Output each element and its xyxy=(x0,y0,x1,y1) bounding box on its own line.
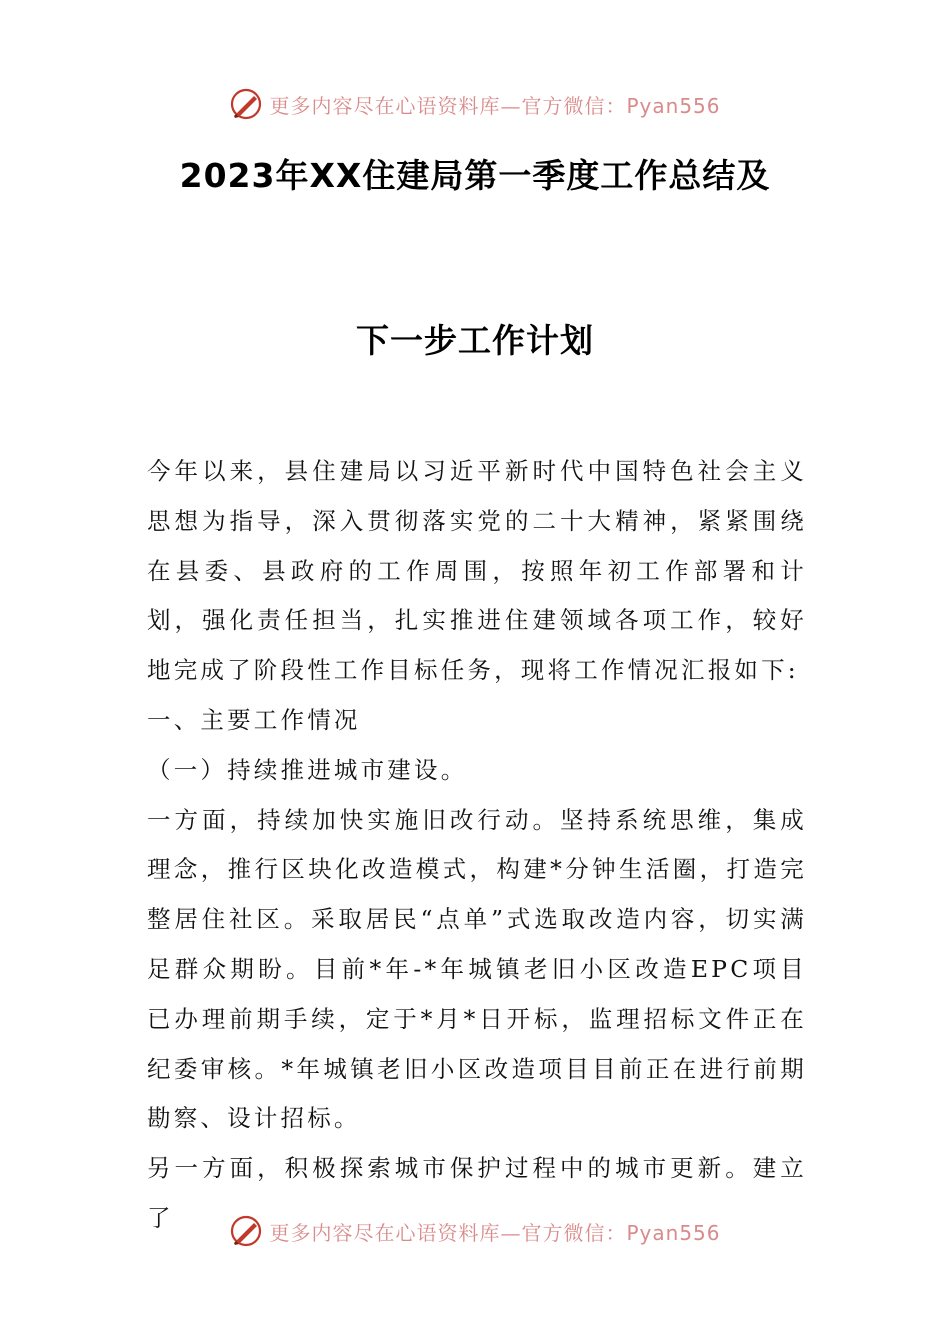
footer-watermark-banner xyxy=(0,1211,950,1251)
watermark-text: 更多内容尽在心语资料库—官方微信：Pyan556 xyxy=(269,1220,721,1245)
document-title-line-1: 2023年XX住建局第一季度工作总结及 xyxy=(179,156,771,195)
header-watermark-banner xyxy=(0,84,950,124)
intro-paragraph: 今年以来，县住建局以习近平新时代中国特色社会主义思想为指导，深入贯彻落实党的二十大精神，紧紧围绕在县委、县政府的工作周围，按照年初工作部署和计划，强化责任担当，扎实推进住建领域各项工作，较好地完成了阶段性工作目标任务，现将工作情况汇报如下: xyxy=(147,457,807,685)
document-title-line-2: 下一步工作计划 xyxy=(356,321,594,360)
pen-logo-icon xyxy=(229,87,263,121)
section-heading: 一、主要工作情况 xyxy=(147,705,361,734)
body-paragraph: 另一方面，积极探索城市保护过程中的城市更新。建立了 xyxy=(147,1154,807,1232)
wechat-id: Pyan556 xyxy=(626,1220,721,1245)
document-body xyxy=(147,447,807,1244)
subsection-heading: （一）持续推进城市建设。 xyxy=(147,755,468,784)
pen-logo-icon xyxy=(229,1214,263,1248)
body-paragraph: 一方面，持续加快实施旧改行动。坚持系统思维，集成理念，推行区块化改造模式，构建*分钟生活圈，打造完整居住社区。采取居民“点单”式选取改造内容，切实满足群众期盼。目前*年-*年城镇老旧小区改造EPC项目已办理前期手续，定于*月*日开标，监理招标文件正在纪委审核。*年城镇老旧小区改造项目目前正在进行前期勘察、设计招标。 xyxy=(147,805,807,1133)
wechat-id: Pyan556 xyxy=(626,93,721,118)
watermark-text: 更多内容尽在心语资料库—官方微信：Pyan556 xyxy=(269,93,721,118)
